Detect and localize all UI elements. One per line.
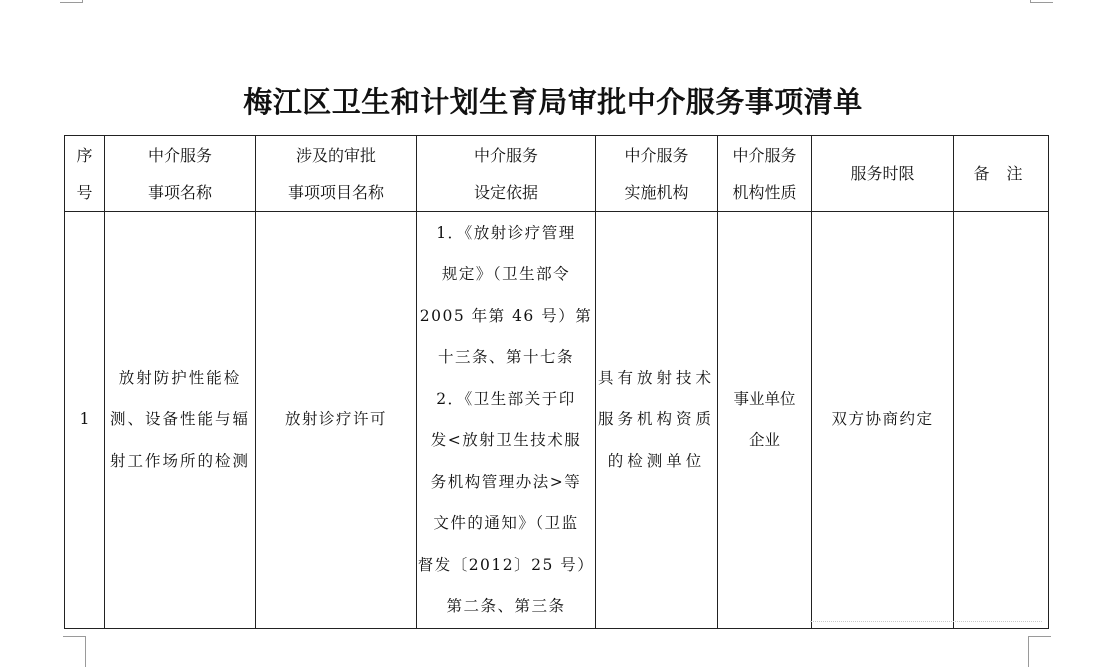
- header-remarks: [954, 136, 1049, 212]
- header-agency-nature-line2: 机构性质: [732, 182, 797, 202]
- basis-line: 1．《放射诊疗管理: [436, 223, 576, 242]
- header-agency-line2: 实施机构: [624, 182, 689, 202]
- basis-line: 第二条、第三条: [446, 597, 566, 615]
- basis-line: 文件的通知》（卫监: [433, 514, 579, 532]
- page-corner-mark: [1030, 0, 1053, 3]
- cell-basis: [417, 212, 596, 629]
- cell-agency: 具有放射技术服务机构资质的检测单位: [596, 212, 718, 629]
- header-seq-line2: 号: [76, 182, 93, 202]
- header-agency-line1: 中介服务: [624, 145, 689, 165]
- agency-nature-line: 事业单位: [733, 389, 796, 408]
- header-approval-item-line2: 事项项目名称: [287, 182, 384, 202]
- table-header-row: [65, 136, 1049, 212]
- page-corner-mark: [63, 636, 86, 667]
- basis-line: 十三条、第十七条: [437, 348, 574, 366]
- basis-line: 督发〔2012〕25 号）: [417, 555, 595, 574]
- basis-line: 规定》（卫生部令: [441, 265, 571, 283]
- header-seq: [65, 136, 105, 212]
- page-corner-mark: [60, 0, 83, 3]
- header-item-name-line1: 中介服务: [147, 145, 212, 165]
- basis-line: 2．《卫生部关于印: [436, 389, 576, 408]
- header-basis: [417, 136, 596, 212]
- cell-agency-nature: [718, 212, 812, 629]
- header-agency-nature-line1: 中介服务: [732, 145, 797, 165]
- page-corner-mark: [1028, 636, 1051, 667]
- header-approval-item-line1: 涉及的审批: [295, 145, 376, 165]
- cell-approval-item: 放射诊疗许可: [256, 212, 417, 629]
- header-seq-line1: 序: [76, 145, 93, 165]
- header-remarks-line1: 备 注: [973, 164, 1029, 183]
- header-agency: [596, 136, 718, 212]
- cell-remarks: [954, 212, 1049, 629]
- cell-item-name: 放射防护性能检测、设备性能与辐射工作场所的检测: [105, 212, 256, 629]
- basis-line: 2005 年第 46 号）第: [419, 306, 593, 325]
- table-row: [65, 212, 1049, 629]
- header-service-time-line1: 服务时限: [850, 164, 915, 183]
- header-item-name: [105, 136, 256, 212]
- services-table: [64, 135, 1049, 629]
- basis-line: 发<放射卫生技术服: [430, 431, 582, 449]
- header-approval-item: [256, 136, 417, 212]
- cell-service-time: 双方协商约定: [812, 212, 954, 629]
- agency-nature-line: 企业: [748, 431, 780, 449]
- footer-dotted-line: [810, 615, 1042, 622]
- header-item-name-line2: 事项名称: [147, 182, 212, 202]
- cell-seq: 1: [65, 212, 105, 629]
- header-basis-line2: 设定依据: [473, 182, 538, 202]
- document-title: 梅江区卫生和计划生育局审批中介服务事项清单: [243, 85, 863, 119]
- header-basis-line1: 中介服务: [473, 145, 538, 165]
- header-service-time: [812, 136, 954, 212]
- header-agency-nature: [718, 136, 812, 212]
- basis-line: 务机构管理办法>等: [430, 472, 582, 491]
